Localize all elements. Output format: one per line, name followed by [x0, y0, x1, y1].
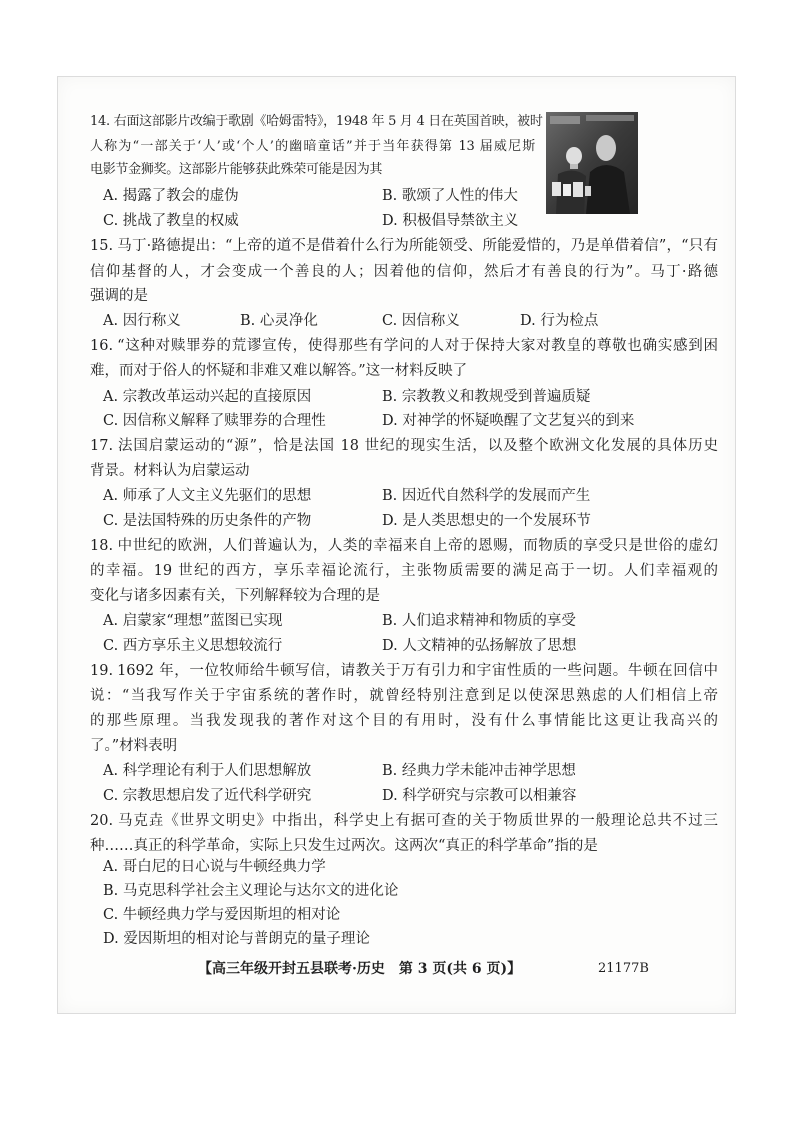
- question-text: “这种对赎罪券的荒谬宣传，使得那些有学问的人对于保持大家对教皇的尊敬也确实感到困: [117, 338, 718, 354]
- option-b: B. 歌颂了人性的伟大: [382, 188, 518, 204]
- question-19-line-3: 的那些原理。当我发现我的著作对这个目的有用时，没有什么事情能比这更让我高兴的: [90, 713, 718, 729]
- question-14-line-1: [90, 111, 543, 133]
- question-17-line-1: [90, 435, 718, 457]
- option-a: A. 师承了人文主义先驱们的思想: [103, 488, 312, 504]
- option-a: A. 因行称义: [103, 313, 181, 329]
- question-15-line-3: 强调的是: [90, 288, 148, 304]
- option-c: C. 挑战了教皇的权威: [103, 213, 239, 229]
- question-number: 19.: [90, 663, 114, 679]
- question-number: 17.: [90, 438, 114, 454]
- option-d: D. 人文精神的弘扬解放了思想: [382, 638, 577, 654]
- page-footer-title: 【高三年级开封五县联考·历史 第 3 页(共 6 页)】: [198, 961, 522, 977]
- question-16-line-2: 难，而对于俗人的怀疑和非难又难以解答。”这一材料反映了: [90, 363, 468, 379]
- option-b: B. 经典力学未能冲击神学思想: [382, 763, 576, 779]
- question-text: 1692 年，一位牧师给牛顿写信，请教关于万有引力和宇宙性质的一些问题。牛顿在回信中: [117, 663, 718, 679]
- option-a: A. 揭露了教会的虚伪: [103, 188, 239, 204]
- question-18-line-2: 的幸福。19 世纪的西方，享乐幸福论流行，主张物质需要的满足高于一切。人们幸福观的: [90, 563, 718, 579]
- option-d: D. 对神学的怀疑唤醒了文艺复兴的到来: [382, 413, 635, 429]
- option-c: C. 宗教思想启发了近代科学研究: [103, 788, 312, 804]
- question-number: 14.: [90, 114, 110, 129]
- question-number: 15.: [90, 238, 114, 254]
- question-17-line-2: 背景。材料认为启蒙运动: [90, 463, 250, 479]
- question-number: 18.: [90, 538, 114, 554]
- option-b: B. 心灵净化: [240, 313, 318, 329]
- option-d: D. 是人类思想史的一个发展环节: [382, 513, 591, 529]
- question-text: 右面这部影片改编于歌剧《哈姆雷特》，1948 年 5 月 4 日在英国首映，被时: [113, 114, 543, 129]
- question-20-line-2: 种……真正的科学革命，实际上只发生过两次。这两次“真正的科学革命”指的是: [90, 838, 598, 854]
- option-d: D. 积极倡导禁欲主义: [382, 213, 519, 229]
- question-15-line-1: [90, 235, 718, 257]
- option-a: A. 科学理论有利于人们思想解放: [103, 763, 312, 779]
- option-c: C. 牛顿经典力学与爱因斯坦的相对论: [103, 907, 341, 923]
- option-a: A. 宗教改革运动兴起的直接原因: [103, 389, 312, 405]
- option-b: B. 人们追求精神和物质的享受: [382, 613, 576, 629]
- question-14-line-3: 电影节金狮奖。这部影片能够获此殊荣可能是因为其: [90, 162, 383, 177]
- question-18-line-1: [90, 535, 718, 557]
- film-still-image: [546, 112, 638, 214]
- question-text: 马丁·路德提出：“上帝的道不是借着什么行为所能领受、所能爱惜的，乃是单借着信”，“只有: [117, 238, 718, 254]
- option-d: D. 爱因斯坦的相对论与普朗克的量子理论: [103, 931, 370, 947]
- question-18-line-3: 变化与诸多因素有关，下列解释较为合理的是: [90, 588, 380, 604]
- question-number: 16.: [90, 338, 114, 354]
- option-d: D. 行为检点: [520, 313, 599, 329]
- option-c: C. 是法国特殊的历史条件的产物: [103, 513, 312, 529]
- option-a: A. 启蒙家“理想”蓝图已实现: [103, 613, 283, 629]
- question-text: 马克垚《世界文明史》中指出，科学史上有据可查的关于物质世界的一般理论总共不过三: [117, 813, 718, 829]
- question-19-line-2: 说：“当我写作关于宇宙系统的著作时，就曾经特别注意到足以使深思熟虑的人们相信上帝: [90, 688, 718, 704]
- question-20-line-1: [90, 810, 718, 832]
- question-15-line-2: 信仰基督的人，才会变成一个善良的人；因着他的信仰，然后才有善良的行为”。马丁·路德: [90, 264, 718, 280]
- option-b: B. 因近代自然科学的发展而产生: [382, 488, 591, 504]
- option-a: A. 哥白尼的日心说与牛顿经典力学: [103, 859, 326, 875]
- option-c: C. 因信称义解释了赎罪券的合理性: [103, 413, 326, 429]
- question-text: 法国启蒙运动的“源”，恰是法国 18 世纪的现实生活，以及整个欧洲文化发展的具体历史: [117, 438, 718, 454]
- option-d: D. 科学研究与宗教可以相兼容: [382, 788, 577, 804]
- paper-code: 21177B: [598, 961, 649, 976]
- question-number: 20.: [90, 813, 114, 829]
- question-16-line-1: [90, 335, 718, 357]
- question-19-line-4: 了。”材料表明: [90, 738, 178, 754]
- option-b: B. 马克思科学社会主义理论与达尔文的进化论: [103, 883, 399, 899]
- question-14-line-2: 人称为“一部关于‘人’或‘个人’的幽暗童话”并于当年获得第 13 届威尼斯: [90, 139, 535, 154]
- option-b: B. 宗教教义和教规受到普遍质疑: [382, 389, 591, 405]
- question-text: 中世纪的欧洲，人们普遍认为，人类的幸福来自上帝的恩赐，而物质的享受只是世俗的虚幻: [117, 538, 718, 554]
- question-19-line-1: [90, 660, 718, 682]
- option-c: C. 西方享乐主义思想较流行: [103, 638, 283, 654]
- option-c: C. 因信称义: [382, 313, 460, 329]
